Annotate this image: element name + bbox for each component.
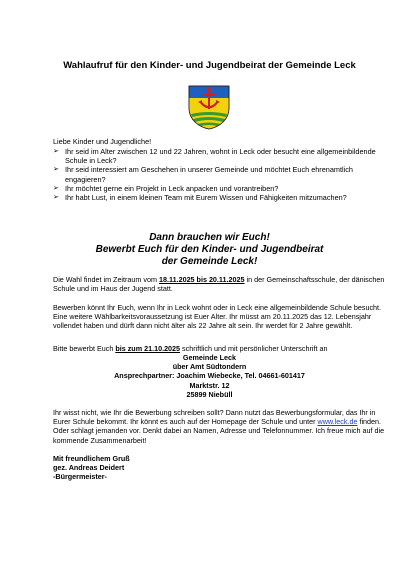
election-period-paragraph: Die Wahl findet im Zeitraum vom 18.11.2025 bis 20.11.2025 in der Gemeinschaftsschule, der dänischen Schule und im Haus der Jugend statt. — [53, 275, 385, 294]
greeting: Liebe Kinder und Jugendliche! — [53, 137, 152, 146]
address-line: 25899 Niebüll — [186, 389, 233, 399]
election-dates: 18.11.2025 bis 20.11.2025 — [158, 275, 245, 284]
signer-title: -Bürgermeister- — [53, 472, 107, 482]
address-line: Ansprechpartner: Joachim Wiebecke, Tel. 04661-601417 — [114, 371, 305, 381]
call-to-action — [0, 232, 419, 268]
cta-line: Dann brauchen wir Euch! — [149, 232, 270, 243]
application-deadline: bis zum 21.10.2025 — [115, 344, 181, 353]
address-line: Marktstr. 12 — [189, 380, 230, 390]
list-item: ➢ Ihr seid im Alter zwischen 12 und 22 Jahren, wohnt in Leck oder besucht eine allgemeinbildende Schule in Leck? — [53, 147, 376, 166]
list-item: ➢ Ihr seid interessiert am Geschehen in unserer Gemeinde und möchtet Euch ehrenamtlich engagieren? — [53, 165, 353, 184]
coat-of-arms-icon — [186, 84, 232, 130]
signature-block — [53, 454, 130, 482]
address-block — [0, 353, 419, 399]
arrow-bullet-icon: ➢ — [53, 194, 59, 202]
eligibility-paragraph: Bewerben könnt Ihr Euch, wenn Ihr in Leck wohnt oder in Leck eine allgemeinbildende Schule besucht. Eine weitere Wählbarkeitsvoraussetzung ist Euer Alter. Ihr müsst am 20.11.2025 das 12. Lebensjahr vollendet haben und dürft dann nicht älter als 22 Jahre alt sein. Ihr werdet für 2 Jahre gewählt. — [53, 303, 382, 331]
arrow-bullet-icon: ➢ — [53, 148, 59, 155]
address-line: über Amt Südtondern — [172, 362, 247, 372]
cta-line: der Gemeinde Leck! — [161, 256, 258, 267]
arrow-bullet-icon: ➢ — [53, 166, 59, 174]
bullet-list — [53, 147, 393, 202]
signer-name: gez. Andreas Deidert — [53, 463, 125, 473]
website-link[interactable]: www.leck.de — [317, 417, 358, 427]
form-info-paragraph: Ihr wisst nicht, wie Ihr die Bewerbung schreiben sollt? Dann nutzt das Bewerbungsformular, das Ihr in Eurer Schule bekommt. Ihr könnt es auch auf der Homepage der Schule und unter www.leck.de finden. Oder schlagt jemanden vor. Denkt dabei an Namen, Adresse und Telefonnummer. Ich freue mich auf die kommende Zusammenarbeit! — [53, 408, 385, 445]
address-line: Gemeinde Leck — [182, 353, 237, 362]
list-item: ➢ Ihr habt Lust, in einem kleinen Team mit Eurem Wissen und Fähigkeiten mitzumachen? — [53, 193, 347, 203]
list-item: ➢ Ihr möchtet gerne ein Projekt in Leck anpacken und vorantreiben? — [53, 183, 279, 193]
cta-line: Bewerbt Euch für den Kinder- und Jugendbeirat — [95, 244, 324, 255]
closing: Mit freundlichem Gruß — [53, 454, 130, 463]
arrow-bullet-icon: ➢ — [53, 184, 59, 192]
document-title: Wahlaufruf für den Kinder- und Jugendbeirat der Gemeinde Leck — [63, 60, 356, 71]
deadline-paragraph: Bitte bewerbt Euch bis zum 21.10.2025 schriftlich und mit persönlicher Unterschrift an — [53, 344, 328, 353]
